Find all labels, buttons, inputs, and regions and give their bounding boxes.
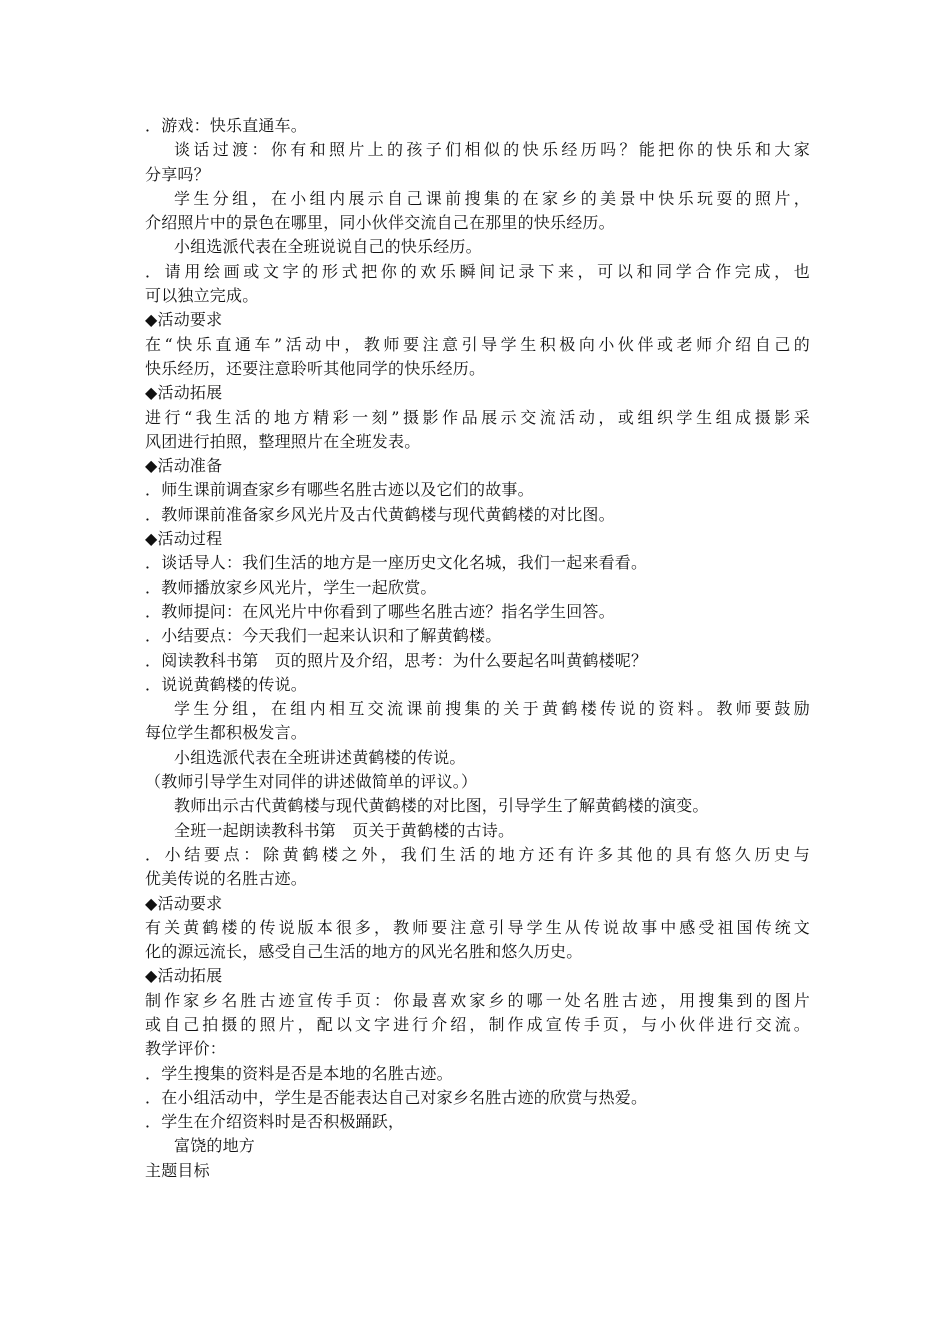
- text-line: 或自己拍摄的照片，配以文字进行介绍，制作成宣传手页，与小伙伴进行交流。: [145, 1014, 810, 1034]
- text-line: ．说说黄鹤楼的传说。: [145, 674, 308, 694]
- text-line: 化的源远流长，感受自己生活的地方的风光名胜和悠久历史。: [145, 942, 583, 962]
- text-line: 每位学生都积极发言。: [145, 723, 308, 743]
- section-heading: ◆活动准备: [145, 456, 223, 476]
- text-line: 教师出示古代黄鹤楼与现代黄鹤楼的对比图，引导学生了解黄鹤楼的演变。: [174, 796, 709, 816]
- text-line: 学生分组，在组内相互交流课前搜集的关于黄鹤楼传说的资料。教师要鼓励: [174, 699, 810, 719]
- text-line: 谈话过渡：你有和照片上的孩子们相似的快乐经历吗？能把你的快乐和大家: [174, 140, 810, 160]
- text-line: 进行“我生活的地方精彩一刻”摄影作品展示交流活动，或组织学生组成摄影采: [145, 407, 810, 427]
- text-line: ．学生搜集的资料是否是本地的名胜古迹。: [145, 1063, 453, 1083]
- text-line: 可以独立完成。: [145, 286, 259, 306]
- text-line: 在“快乐直通车”活动中，教师要注意引导学生积极向小伙伴或老师介绍自己的: [145, 334, 810, 354]
- text-line: ．在小组活动中，学生是否能表达自己对家乡名胜古迹的欣赏与热爱。: [145, 1087, 648, 1107]
- text-line: 制作家乡名胜古迹宣传手页：你最喜欢家乡的哪一处名胜古迹，用搜集到的图片: [145, 990, 810, 1010]
- text-line: 介绍照片中的景色在哪里，同小伙伴交流自己在那里的快乐经历。: [145, 213, 615, 233]
- text-line: ．谈话导人：我们生活的地方是一座历史文化名城，我们一起来看看。: [145, 553, 648, 573]
- text-line: ．教师提问：在风光片中你看到了哪些名胜古迹？指名学生回答。: [145, 601, 615, 621]
- text-line: 小组选派代表在全班讲述黄鹤楼的传说。: [174, 747, 466, 767]
- text-line: ．师生课前调查家乡有哪些名胜古迹以及它们的故事。: [145, 480, 534, 500]
- text-line: ．请用绘画或文字的形式把你的欢乐瞬间记录下来，可以和同学合作完成，也: [145, 261, 810, 281]
- section-heading: ◆活动要求: [145, 310, 223, 330]
- text-line: 全班一起朗读教科书第 页关于黄鹤楼的古诗。: [174, 820, 515, 840]
- text-line: 小组选派代表在全班说说自己的快乐经历。: [174, 237, 482, 257]
- section-heading: ◆活动拓展: [145, 966, 223, 986]
- text-line: 有关黄鹤楼的传说版本很多，教师要注意引导学生从传说故事中感受祖国传统文: [145, 917, 810, 937]
- text-line: 分享吗？: [145, 164, 210, 184]
- section-heading: ◆活动过程: [145, 529, 223, 549]
- text-line: ．学生在介绍资料时是否积极踊跃，: [145, 1112, 405, 1132]
- text-line: ．游戏：快乐直通车。: [145, 116, 308, 135]
- text-line: 优美传说的名胜古迹。: [145, 869, 308, 889]
- text-line: ．小结要点：今天我们一起来认识和了解黄鹤楼。: [145, 626, 502, 646]
- section-heading: ◆活动拓展: [145, 383, 223, 403]
- text-line: （教师引导学生对同伴的讲述做简单的评议。）: [145, 772, 478, 792]
- text-line: 富饶的地方: [174, 1136, 256, 1156]
- text-line: ．教师课前准备家乡风光片及古代黄鹤楼与现代黄鹤楼的对比图。: [145, 504, 615, 524]
- text-line: 主题目标: [145, 1160, 210, 1180]
- text-line: 风团进行拍照，整理照片在全班发表。: [145, 431, 421, 451]
- document-body: [145, 114, 810, 1183]
- text-line: 教学评价：: [145, 1039, 227, 1059]
- section-heading: ◆活动要求: [145, 893, 223, 913]
- text-line: ．小结要点：除黄鹤楼之外，我们生活的地方还有许多其他的具有悠久历史与: [145, 844, 810, 864]
- text-line: 快乐经历，还要注意聆听其他同学的快乐经历。: [145, 358, 486, 378]
- text-line: 学生分组，在小组内展示自己课前搜集的在家乡的美景中快乐玩耍的照片，: [174, 188, 810, 208]
- text-line: ．阅读教科书第 页的照片及介绍，思考：为什么要起名叫黄鹤楼呢？: [145, 650, 648, 670]
- text-line: ．教师播放家乡风光片，学生一起欣赏。: [145, 577, 437, 597]
